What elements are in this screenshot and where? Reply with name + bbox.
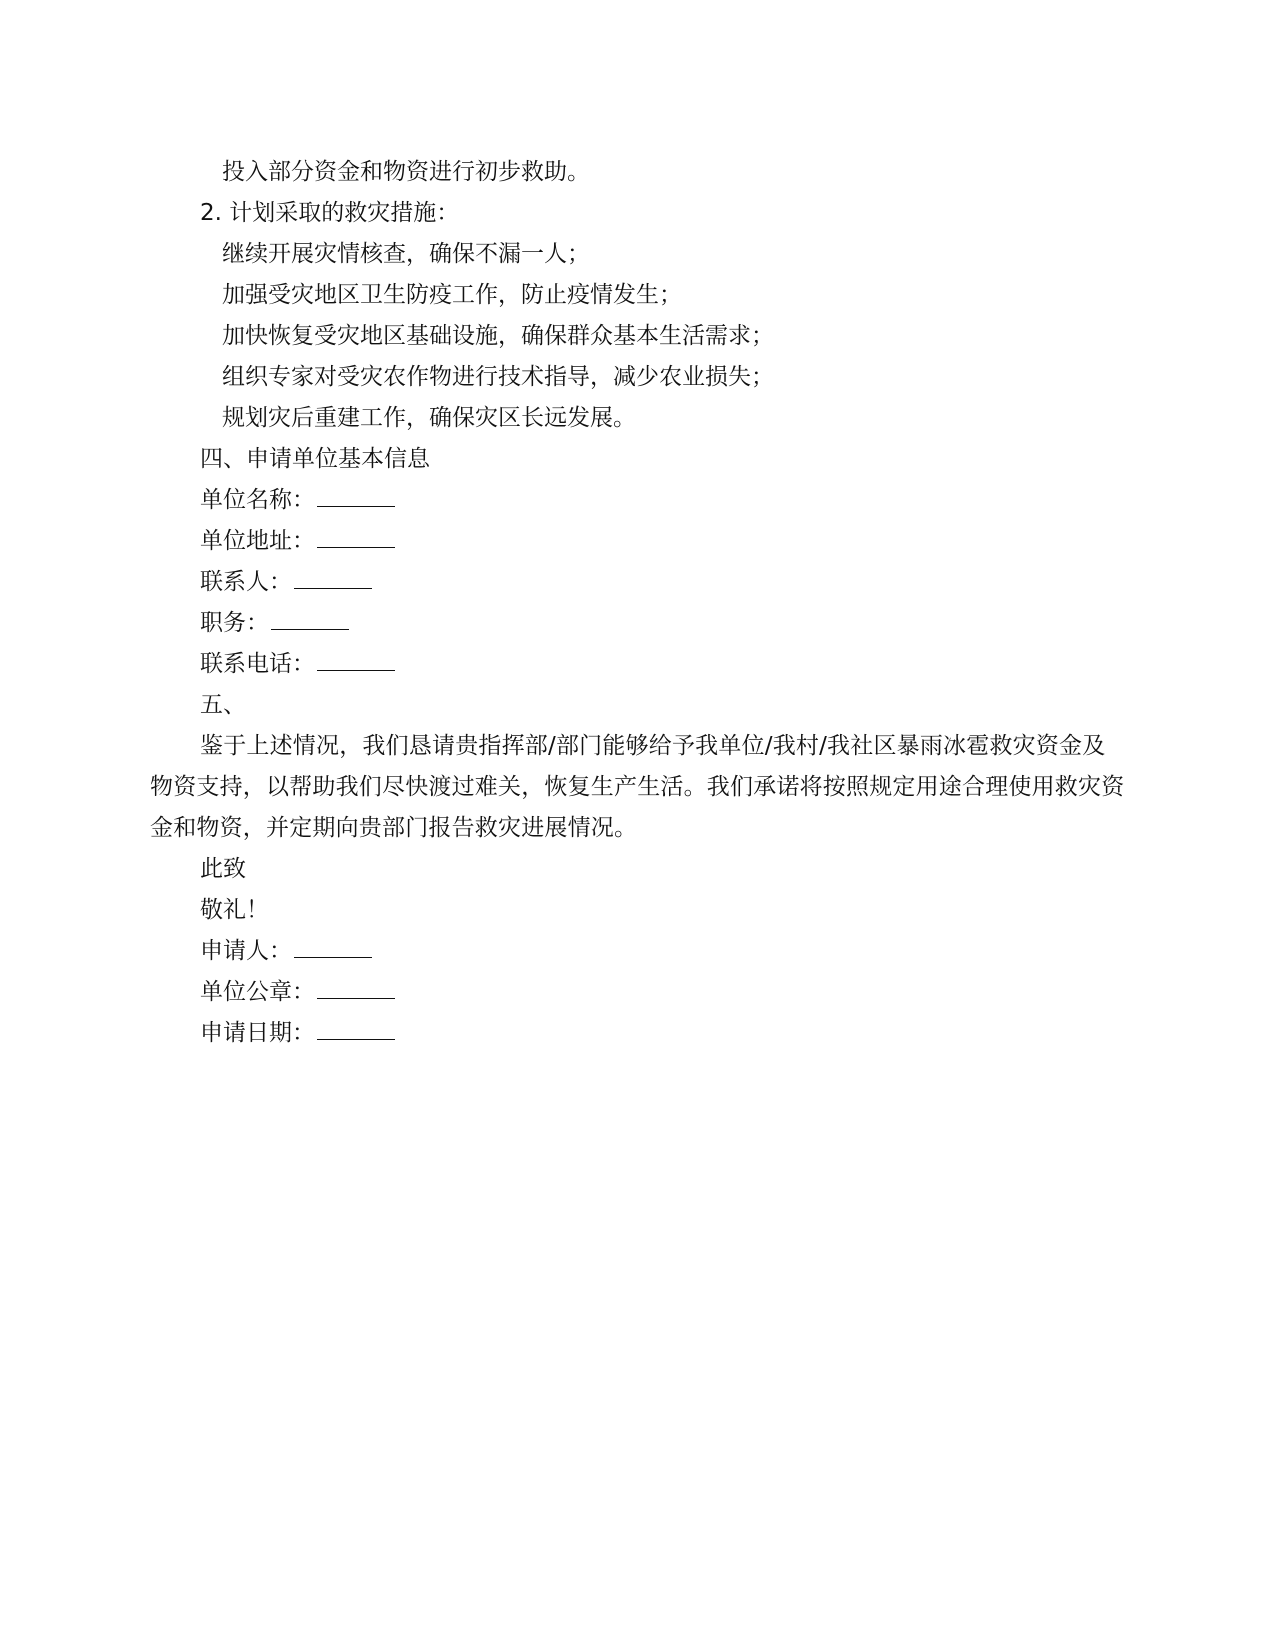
request-paragraph: 鉴于上述情况，我们恳请贵指挥部/部门能够给予我单位/我村/我社区暴雨冰雹救灾资金及物资支持，以帮助我们尽快渡过难关，恢复生产生活。我们承诺将按照规定用途合理使用救灾资金和物资，并定期向贵部门报告救灾进展情况。	[150, 733, 1125, 841]
field-phone	[150, 644, 1120, 685]
closing-line: 敬礼！	[200, 897, 269, 923]
blank-line	[317, 527, 395, 548]
document-body	[150, 152, 1125, 1054]
blank-line	[317, 650, 395, 671]
list-item: 组织专家对受灾农作物进行技术指导，减少农业损失；	[222, 364, 774, 390]
list-item: 加快恢复受灾地区基础设施，确保群众基本生活需求；	[222, 323, 774, 349]
section-heading: 四、申请单位基本信息	[200, 446, 430, 472]
field-position	[150, 603, 1120, 644]
field-applicant	[150, 931, 1120, 972]
blank-line	[294, 937, 372, 958]
field-label: 单位公章：	[200, 979, 315, 1005]
field-date	[150, 1013, 1120, 1054]
list-heading: 2. 计划采取的救灾措施：	[200, 200, 460, 226]
blank-line	[317, 978, 395, 999]
field-label: 单位地址：	[200, 528, 315, 554]
field-label: 职务：	[200, 610, 269, 636]
field-seal	[150, 972, 1120, 1013]
section-heading: 五、	[200, 692, 246, 718]
blank-line	[271, 609, 349, 630]
field-label: 单位名称：	[200, 487, 315, 513]
field-label: 联系人：	[200, 569, 292, 595]
field-label: 联系电话：	[200, 651, 315, 677]
text-line: 投入部分资金和物资进行初步救助。	[222, 159, 590, 185]
field-label: 申请人：	[200, 938, 292, 964]
list-item: 加强受灾地区卫生防疫工作，防止疫情发生；	[222, 282, 682, 308]
field-label: 申请日期：	[200, 1020, 315, 1046]
field-unit-address	[150, 521, 1120, 562]
blank-line	[317, 486, 395, 507]
closing-line: 此致	[200, 856, 246, 882]
field-contact	[150, 562, 1120, 603]
blank-line	[317, 1019, 395, 1040]
list-item: 继续开展灾情核查，确保不漏一人；	[222, 241, 590, 267]
blank-line	[294, 568, 372, 589]
field-unit-name	[150, 480, 1120, 521]
list-item: 规划灾后重建工作，确保灾区长远发展。	[222, 405, 636, 431]
